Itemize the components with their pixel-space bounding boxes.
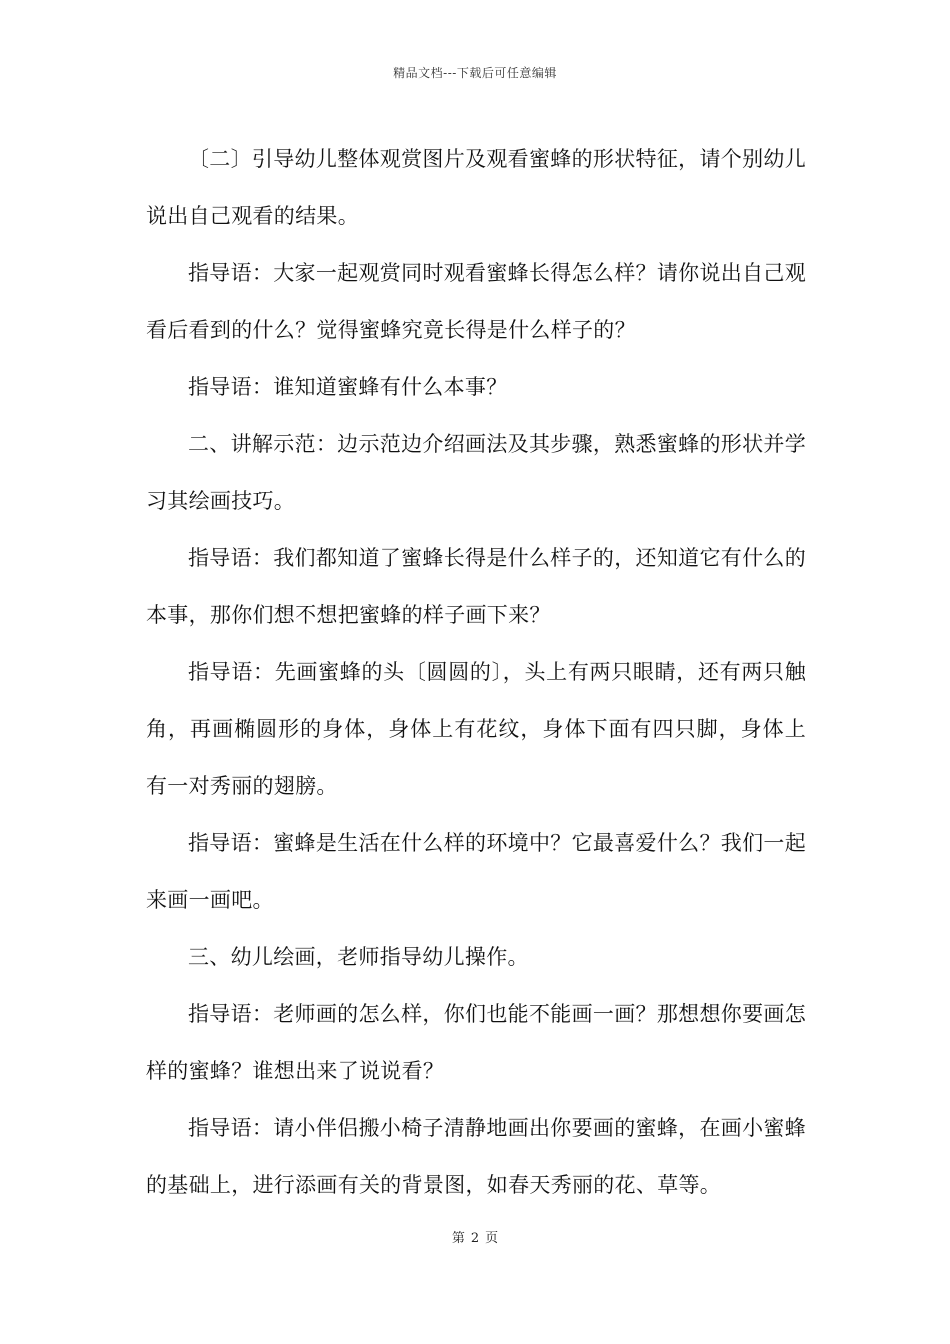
paragraph: 二、讲解示范：边示范边介绍画法及其步骤，熟悉蜜蜂的形状并学习其绘画技巧。 bbox=[146, 432, 806, 513]
page-footer bbox=[0, 1227, 950, 1246]
paragraph: 指导语：蜜蜂是生活在什么样的环境中？它最喜爱什么？我们一起来画一画吧。 bbox=[146, 831, 806, 912]
paragraph: 指导语：请小伴侣搬小椅子清静地画出你要画的蜜蜂，在画小蜜蜂的基础上，进行添画有关的背景图，如春天秀丽的花、草等。 bbox=[146, 1116, 806, 1197]
paragraph: 指导语：大家一起观赏同时观看蜜蜂长得怎么样？请你说出自己观看后看到的什么？觉得蜜蜂究竟长得是什么样子的？ bbox=[146, 261, 806, 342]
paragraph: 〔二〕引导幼儿整体观赏图片及观看蜜蜂的形状特征，请个别幼儿说出自己观看的结果。 bbox=[146, 147, 806, 228]
paragraph: 指导语：老师画的怎么样，你们也能不能画一画？那想想你要画怎样的蜜蜂？谁想出来了说说看？ bbox=[146, 1002, 806, 1083]
paragraph: 指导语：先画蜜蜂的头〔圆圆的〕，头上有两只眼睛，还有两只触角，再画椭圆形的身体，身体上有花纹，身体下面有四只脚，身体上有一对秀丽的翅膀。 bbox=[146, 660, 806, 798]
document-body bbox=[146, 131, 806, 1214]
page-number-suffix: 页 bbox=[485, 1231, 499, 1246]
page-number: 2 bbox=[470, 1231, 480, 1246]
paragraph: 三、幼儿绘画，老师指导幼儿操作。 bbox=[188, 945, 529, 969]
page-header: 精品文档---下载后可任意编辑 bbox=[393, 66, 557, 80]
paragraph: 指导语：谁知道蜜蜂有什么本事？ bbox=[188, 375, 508, 399]
paragraph: 指导语：我们都知道了蜜蜂长得是什么样子的，还知道它有什么的本事，那你们想不想把蜜蜂的样子画下来？ bbox=[146, 546, 806, 627]
page-number-prefix: 第 bbox=[451, 1231, 465, 1246]
